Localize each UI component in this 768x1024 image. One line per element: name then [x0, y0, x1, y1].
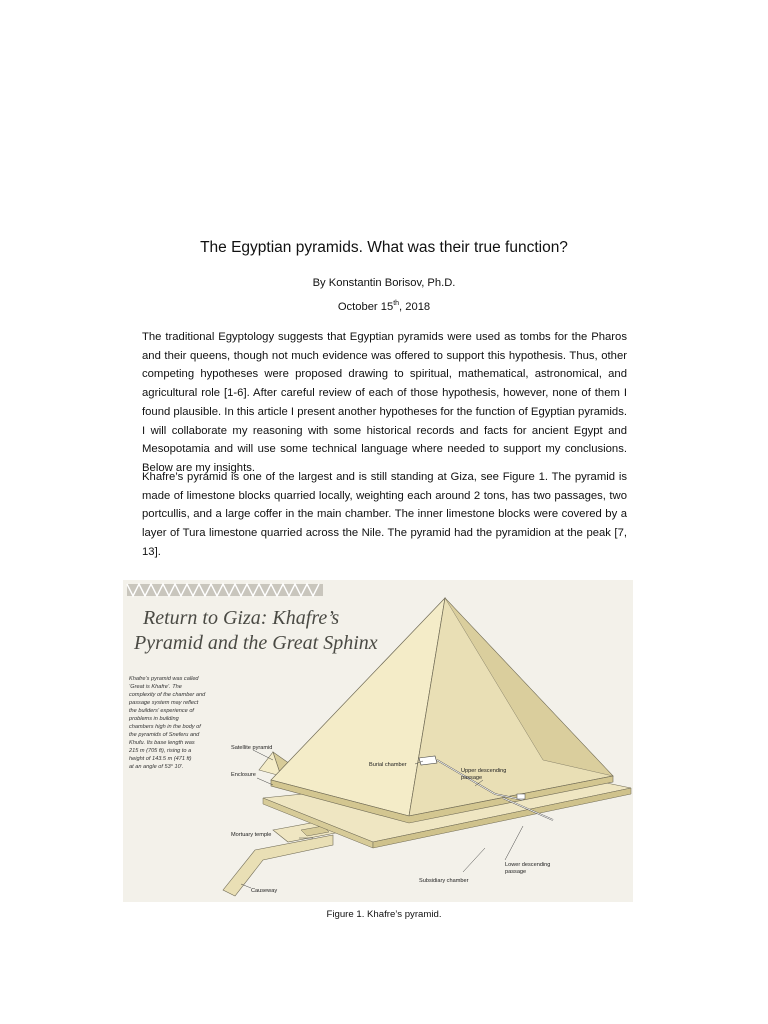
desc-line: passage system may reflect	[129, 700, 199, 706]
date-year: , 2018	[399, 301, 431, 313]
date-ordinal: th	[393, 300, 400, 307]
author-line: By Konstantin Borisov, Ph.D.	[312, 277, 456, 289]
label-satellite-pyramid: Satellite pyramid	[231, 745, 273, 751]
khafre-paragraph: Khafre’s pyramid is one of the largest and is still standing at Giza, see Figure 1. The pyramid is made of limestone blocks quarried locally, weighting each around 2 tons, has two passages, two portcullis, and a large coffer in the main chamber. The inner limestone blocks were covered by a layer of Tura limestone quarried across the Nile. The pyramid had the pyramidion at the peak [7, 13].	[142, 471, 627, 558]
date-day: October 15	[337, 301, 394, 313]
label-lower-passage: Lower descending	[505, 862, 551, 868]
label-upper-passage: Upper descending	[461, 768, 507, 774]
desc-line: Khufu. Its base length was	[129, 740, 195, 746]
label-causeway: Causeway	[251, 888, 278, 894]
desc-line: problems in building	[129, 716, 179, 722]
pyramid-illustration	[123, 580, 633, 902]
figure-1	[123, 580, 633, 902]
label-enclosure: Enclosure	[231, 772, 256, 778]
document-date	[0, 300, 768, 313]
label-upper-passage-2: passage	[461, 775, 483, 781]
label-burial-chamber: Burial chamber	[369, 762, 407, 768]
document-title: The Egyptian pyramids. What was their true function?	[200, 239, 568, 256]
desc-line: ‘Great is Khafre’. The	[129, 684, 182, 690]
desc-line: the builders’ experience of	[129, 708, 194, 714]
desc-line: complexity of the chamber and	[129, 692, 206, 698]
figure-heading-line1: Return to Giza: Khafre’s	[143, 607, 340, 629]
desc-line: at an angle of 53° 10′.	[129, 764, 184, 770]
label-lower-passage-2: passage	[505, 869, 527, 875]
figure-caption: Figure 1. Khafre’s pyramid.	[326, 909, 442, 920]
label-mortuary-temple: Mortuary temple	[231, 832, 272, 838]
subsidiary-chamber	[517, 794, 525, 799]
desc-line: the pyramids of Sneferu and	[129, 732, 200, 738]
desc-line: chambers high in the body of	[129, 724, 201, 730]
desc-line: 215 m (705 ft), rising to a	[129, 748, 192, 754]
intro-paragraph: The traditional Egyptology suggests that Egyptian pyramids were used as tombs for the Pharos and their queens, though not much evidence was offered to support this hypothesis. Thus, other competing hypotheses were proposed drawing to spiritual, mathematical, astronomical, and agricultural role [1-6]. After careful review of each of those hypothesis, however, none of them I found plausible. In this article I present another hypotheses for the function of Egyptian pyramids. I will collaborate my reasoning with some historical records and facts for ancient Egypt and Mesopotamia and will use some technical language where needed to support my conclusions. Below are my insights.	[142, 331, 627, 474]
figure-heading-line2: Pyramid and the Great Sphinx	[134, 632, 378, 654]
label-subsidiary-chamber: Subsidiary chamber	[419, 878, 469, 884]
desc-line: Khafre’s pyramid was called	[129, 676, 199, 682]
desc-line: height of 143.5 m (471 ft)	[129, 756, 192, 762]
